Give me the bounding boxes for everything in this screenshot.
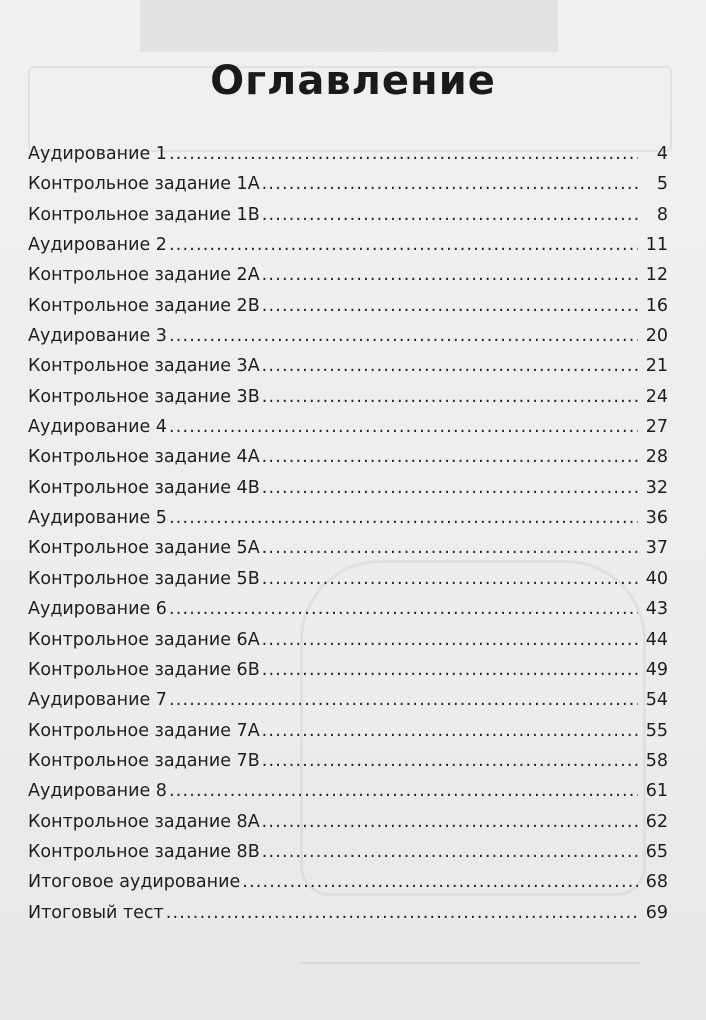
toc-entry-page-number: 69	[645, 902, 668, 923]
toc-entry-page-number: 62	[645, 811, 668, 832]
toc-entry-label: Контрольное задание 3А	[28, 356, 260, 377]
toc-dot-leader	[262, 564, 638, 594]
toc-entry-page-number: 28	[645, 447, 668, 468]
toc-dot-leader	[262, 442, 638, 472]
toc-entry	[28, 746, 668, 776]
toc-entry	[28, 685, 668, 715]
toc-entry-page-number: 61	[645, 781, 668, 802]
toc-dot-leader	[262, 473, 638, 503]
toc-dot-leader	[262, 169, 638, 199]
toc-dot-leader	[262, 533, 638, 563]
toc-entry-label: Аудирование 1	[28, 144, 167, 164]
toc-entry	[28, 412, 668, 442]
toc-entry-page-number: 21	[645, 356, 668, 377]
toc-entry-page-number: 8	[656, 204, 668, 225]
toc-entry-label: Контрольное задание 4В	[28, 477, 260, 498]
toc-dot-leader	[262, 200, 638, 230]
toc-dot-leader	[262, 837, 638, 867]
toc-entry-label: Контрольное задание 7В	[28, 750, 260, 771]
toc-entry	[28, 503, 668, 533]
toc-dot-leader	[262, 625, 638, 655]
toc-entry-page-number: 32	[645, 477, 668, 498]
toc-entry-page-number: 49	[645, 659, 668, 680]
toc-entry-page-number: 43	[645, 599, 668, 620]
toc-entry-page-number: 54	[645, 690, 668, 711]
toc-entry	[28, 655, 668, 685]
toc-entry-label: Аудирование 5	[28, 508, 167, 529]
toc-entry	[28, 867, 668, 897]
toc-dot-leader	[169, 685, 638, 715]
toc-entry-label: Контрольное задание 4А	[28, 447, 260, 468]
toc-entry	[28, 321, 668, 351]
toc-entry	[28, 594, 668, 624]
toc-entry	[28, 716, 668, 746]
toc-entry-label: Итоговое аудирование	[28, 872, 241, 893]
toc-entry-label: Аудирование 6	[28, 599, 167, 620]
toc-dot-leader	[262, 716, 638, 746]
table-of-contents	[28, 139, 668, 928]
toc-entry-label: Аудирование 8	[28, 781, 167, 802]
toc-entry-label: Аудирование 3	[28, 326, 167, 347]
toc-entry-page-number: 65	[645, 841, 668, 862]
toc-dot-leader	[262, 382, 638, 412]
toc-entry-page-number: 37	[645, 538, 668, 559]
toc-entry-page-number: 40	[645, 568, 668, 589]
toc-entry-page-number: 68	[645, 872, 668, 893]
toc-dot-leader	[262, 746, 638, 776]
toc-entry-label: Контрольное задание 8А	[28, 811, 260, 832]
toc-entry-page-number: 16	[645, 295, 668, 316]
toc-entry-page-number: 11	[645, 235, 668, 256]
toc-entry-page-number: 24	[645, 386, 668, 407]
toc-dot-leader	[169, 503, 638, 533]
toc-dot-leader	[169, 230, 638, 260]
toc-dot-leader	[262, 807, 638, 837]
bleed-through-footer	[300, 962, 640, 986]
toc-dot-leader	[262, 260, 638, 290]
page-title: Оглавление	[210, 58, 496, 104]
toc-dot-leader	[169, 776, 638, 806]
toc-entry	[28, 382, 668, 412]
toc-entry	[28, 564, 668, 594]
toc-entry	[28, 260, 668, 290]
toc-entry-label: Контрольное задание 7А	[28, 720, 260, 741]
toc-entry-label: Аудирование 2	[28, 235, 167, 256]
toc-dot-leader	[169, 412, 638, 442]
toc-entry	[28, 139, 668, 169]
toc-entry-page-number: 5	[656, 174, 668, 195]
toc-dot-leader	[166, 898, 638, 928]
toc-entry	[28, 807, 668, 837]
toc-entry	[28, 351, 668, 381]
toc-entry	[28, 533, 668, 563]
toc-entry	[28, 200, 668, 230]
toc-dot-leader	[262, 291, 638, 321]
toc-entry	[28, 442, 668, 472]
toc-entry	[28, 837, 668, 867]
toc-entry-label: Контрольное задание 2А	[28, 265, 260, 286]
toc-entry-page-number: 36	[645, 508, 668, 529]
toc-entry	[28, 291, 668, 321]
toc-entry-page-number: 58	[645, 750, 668, 771]
toc-entry-page-number: 20	[645, 326, 668, 347]
toc-entry	[28, 473, 668, 503]
toc-entry-label: Контрольное задание 1В	[28, 204, 260, 225]
toc-dot-leader	[169, 139, 638, 169]
toc-entry-label: Контрольное задание 1А	[28, 174, 260, 195]
toc-entry-label: Контрольное задание 8В	[28, 841, 260, 862]
toc-entry-label: Контрольное задание 6А	[28, 629, 260, 650]
toc-entry-label: Аудирование 7	[28, 690, 167, 711]
toc-entry-label: Аудирование 4	[28, 417, 167, 438]
toc-dot-leader	[262, 655, 638, 685]
toc-entry	[28, 230, 668, 260]
toc-entry-page-number: 44	[645, 629, 668, 650]
toc-entry	[28, 625, 668, 655]
toc-entry-page-number: 12	[645, 265, 668, 286]
toc-entry-label: Контрольное задание 5А	[28, 538, 260, 559]
toc-entry	[28, 169, 668, 199]
toc-entry-label: Итоговый тест	[28, 902, 164, 923]
toc-dot-leader	[242, 867, 638, 897]
toc-entry	[28, 776, 668, 806]
toc-dot-leader	[169, 594, 638, 624]
toc-entry-page-number: 55	[645, 720, 668, 741]
toc-dot-leader	[169, 321, 638, 351]
toc-entry	[28, 898, 668, 928]
toc-entry-label: Контрольное задание 6В	[28, 659, 260, 680]
toc-entry-label: Контрольное задание 5В	[28, 568, 260, 589]
bleed-through-header	[140, 0, 558, 52]
toc-entry-label: Контрольное задание 3В	[28, 386, 260, 407]
toc-entry-page-number: 27	[645, 417, 668, 438]
toc-entry-page-number: 4	[656, 144, 668, 164]
toc-dot-leader	[262, 351, 638, 381]
toc-entry-label: Контрольное задание 2В	[28, 295, 260, 316]
